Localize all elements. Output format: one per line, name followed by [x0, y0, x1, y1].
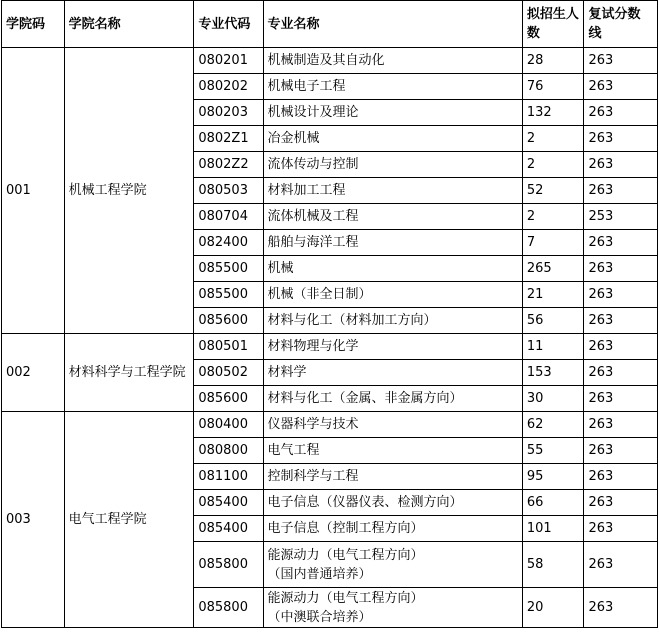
retest-score: 263 — [584, 464, 658, 490]
retest-score: 253 — [584, 204, 658, 230]
major-name — [263, 588, 522, 628]
college-code: 003 — [2, 412, 65, 628]
header-row — [2, 1, 658, 48]
major-code: 080201 — [194, 48, 263, 74]
enrollment-count: 20 — [522, 588, 584, 628]
retest-score: 263 — [584, 490, 658, 516]
major-code: 080800 — [194, 438, 263, 464]
retest-score: 263 — [584, 334, 658, 360]
major-code: 085400 — [194, 490, 263, 516]
major-name: 机械 — [263, 256, 522, 282]
retest-score: 263 — [584, 542, 658, 588]
major-name-line2: （中澳联合培养） — [267, 609, 372, 625]
retest-score: 263 — [584, 152, 658, 178]
enrollment-count: 66 — [522, 490, 584, 516]
major-code: 085800 — [194, 542, 263, 588]
enrollment-count: 95 — [522, 464, 584, 490]
header-retest-score: 复试分数线 — [584, 1, 658, 48]
retest-score: 263 — [584, 412, 658, 438]
major-name: 流体机械及工程 — [263, 204, 522, 230]
enrollment-count: 62 — [522, 412, 584, 438]
major-name: 电子信息（仪器仪表、检测方向） — [263, 490, 522, 516]
retest-score: 263 — [584, 282, 658, 308]
retest-score: 263 — [584, 308, 658, 334]
major-name: 电子信息（控制工程方向） — [263, 516, 522, 542]
major-name-line1: 能源动力（电气工程方向） — [267, 590, 424, 606]
college-name: 电气工程学院 — [64, 412, 194, 628]
major-name — [263, 542, 522, 588]
retest-score: 263 — [584, 438, 658, 464]
table-row — [2, 334, 658, 360]
enrollment-count: 58 — [522, 542, 584, 588]
major-name: 机械设计及理论 — [263, 100, 522, 126]
major-code: 080502 — [194, 360, 263, 386]
retest-score: 263 — [584, 178, 658, 204]
major-code: 0802Z1 — [194, 126, 263, 152]
enrollment-count: 2 — [522, 204, 584, 230]
enrollment-count: 28 — [522, 48, 584, 74]
major-name-line2: （国内普通培养） — [267, 566, 372, 582]
major-name: 材料学 — [263, 360, 522, 386]
header-enrollment: 拟招生人数 — [522, 1, 584, 48]
retest-score: 263 — [584, 588, 658, 628]
retest-score: 263 — [584, 256, 658, 282]
major-name: 仪器科学与技术 — [263, 412, 522, 438]
retest-score: 263 — [584, 100, 658, 126]
enrollment-count: 2 — [522, 126, 584, 152]
major-code: 085400 — [194, 516, 263, 542]
major-name: 电气工程 — [263, 438, 522, 464]
college-code: 001 — [2, 48, 65, 334]
retest-score: 263 — [584, 230, 658, 256]
header-major-code: 专业代码 — [194, 1, 263, 48]
major-code: 080501 — [194, 334, 263, 360]
major-name: 机械（非全日制） — [263, 282, 522, 308]
enrollment-count: 76 — [522, 74, 584, 100]
major-name: 船舶与海洋工程 — [263, 230, 522, 256]
enrollment-count: 21 — [522, 282, 584, 308]
major-code: 080400 — [194, 412, 263, 438]
college-name: 材料科学与工程学院 — [64, 334, 194, 412]
major-code: 080202 — [194, 74, 263, 100]
enrollment-count: 11 — [522, 334, 584, 360]
major-code: 085600 — [194, 386, 263, 412]
retest-score: 263 — [584, 386, 658, 412]
enrollment-count: 153 — [522, 360, 584, 386]
major-name: 材料加工工程 — [263, 178, 522, 204]
enrollment-count: 56 — [522, 308, 584, 334]
major-name: 冶金机械 — [263, 126, 522, 152]
retest-score: 263 — [584, 516, 658, 542]
major-code: 082400 — [194, 230, 263, 256]
major-code: 080704 — [194, 204, 263, 230]
admission-table — [1, 0, 658, 628]
major-code: 080503 — [194, 178, 263, 204]
header-college-name: 学院名称 — [64, 1, 194, 48]
table-row — [2, 412, 658, 438]
major-code: 080203 — [194, 100, 263, 126]
major-name: 材料物理与化学 — [263, 334, 522, 360]
major-name: 材料与化工（材料加工方向） — [263, 308, 522, 334]
enrollment-count: 2 — [522, 152, 584, 178]
major-code: 085600 — [194, 308, 263, 334]
enrollment-count: 265 — [522, 256, 584, 282]
retest-score: 263 — [584, 360, 658, 386]
major-code: 085800 — [194, 588, 263, 628]
enrollment-count: 30 — [522, 386, 584, 412]
header-college-code: 学院码 — [2, 1, 65, 48]
major-code: 085500 — [194, 282, 263, 308]
header-major-name: 专业名称 — [263, 1, 522, 48]
enrollment-count: 7 — [522, 230, 584, 256]
enrollment-count: 55 — [522, 438, 584, 464]
major-name: 材料与化工（金属、非金属方向） — [263, 386, 522, 412]
enrollment-count: 132 — [522, 100, 584, 126]
retest-score: 263 — [584, 74, 658, 100]
major-code: 0802Z2 — [194, 152, 263, 178]
major-name: 机械制造及其自动化 — [263, 48, 522, 74]
major-name: 控制科学与工程 — [263, 464, 522, 490]
retest-score: 263 — [584, 48, 658, 74]
major-name: 流体传动与控制 — [263, 152, 522, 178]
enrollment-count: 52 — [522, 178, 584, 204]
college-code: 002 — [2, 334, 65, 412]
major-code: 085500 — [194, 256, 263, 282]
retest-score: 263 — [584, 126, 658, 152]
table-row — [2, 48, 658, 74]
major-name-line1: 能源动力（电气工程方向） — [267, 547, 424, 563]
college-name: 机械工程学院 — [64, 48, 194, 334]
major-name: 机械电子工程 — [263, 74, 522, 100]
enrollment-count: 101 — [522, 516, 584, 542]
major-code: 081100 — [194, 464, 263, 490]
